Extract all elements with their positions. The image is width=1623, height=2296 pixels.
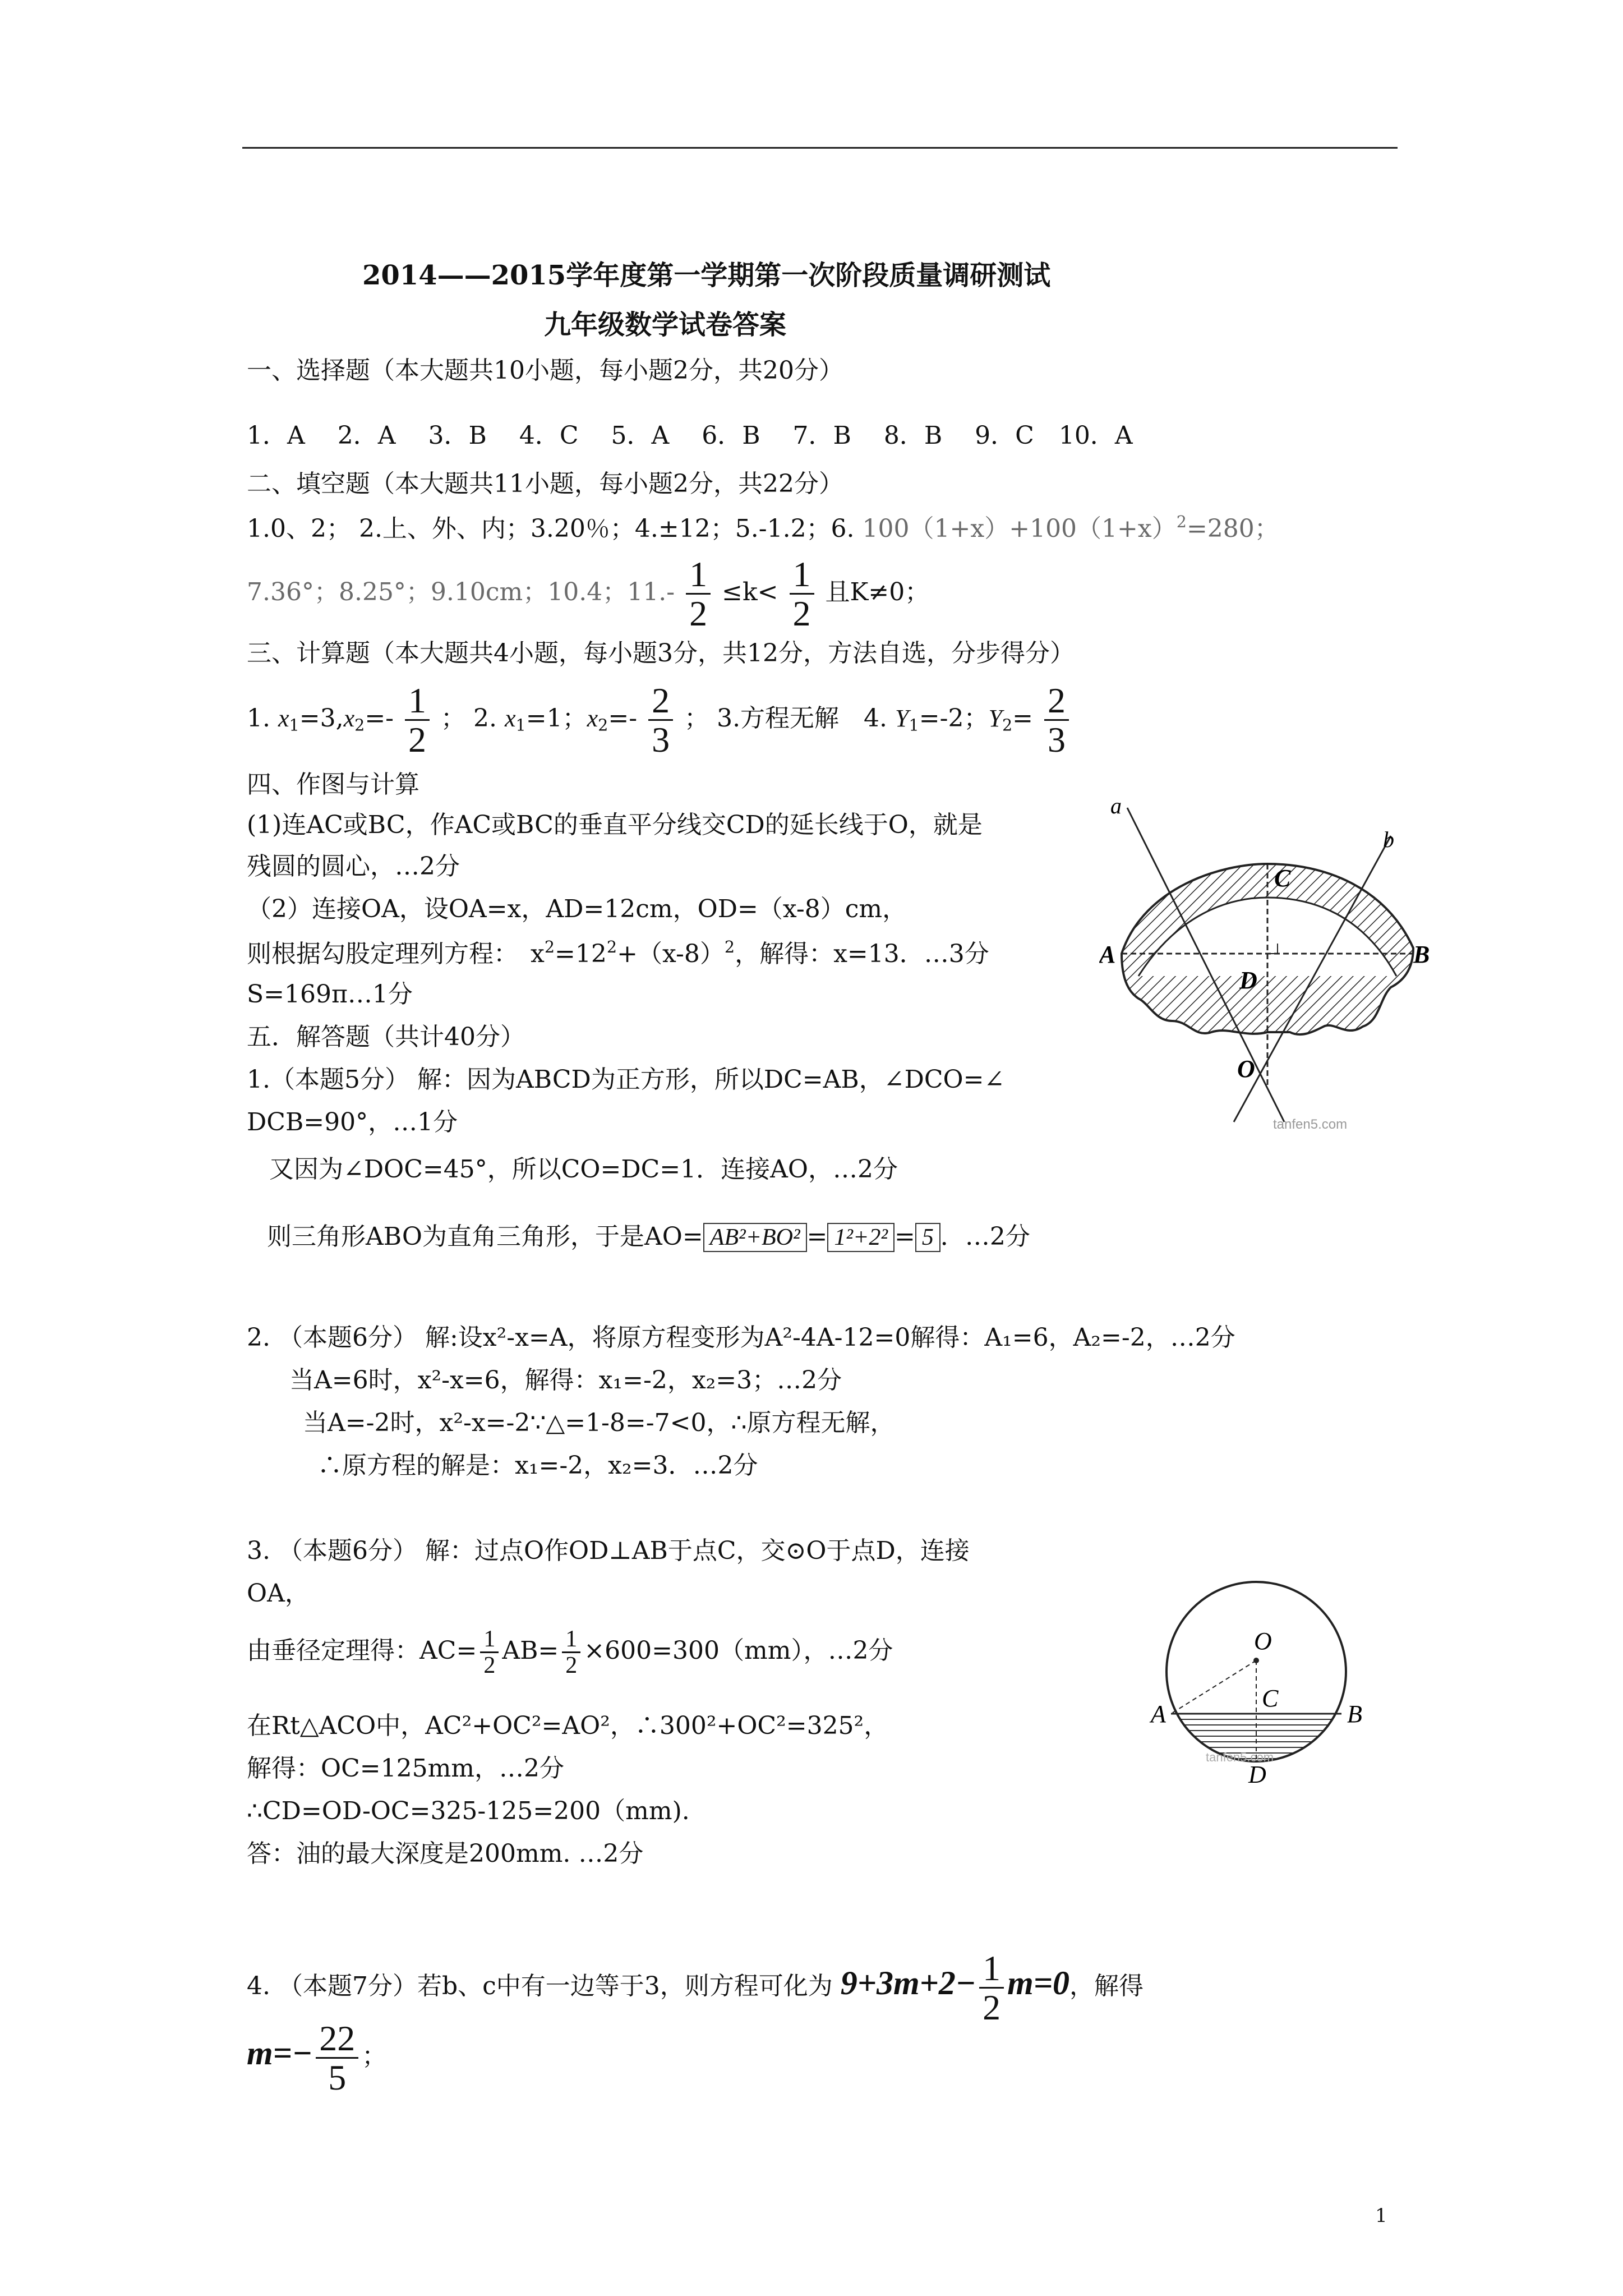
sqrt-expr: AB²+BO² [703, 1223, 807, 1252]
label-C: C [1262, 1685, 1279, 1712]
oil-tank-figure [1144, 1571, 1402, 1784]
q3-line3: 由垂径定理得：AC= $\frac{1}{2}$ AB= $\frac{1}{2}$ ×600=300（mm），…2分 [247, 1626, 893, 1679]
label-B: B [1347, 1700, 1362, 1728]
label-D: D [1248, 1761, 1266, 1784]
section5-heading: 五．解答题（共计40分） [247, 1023, 525, 1051]
section4-line2: 残圆的圆心，…2分 [247, 852, 460, 881]
label-D: D [1239, 967, 1257, 994]
label-c: C [1274, 864, 1291, 892]
section4-heading: 四、作图与计算 [247, 770, 419, 799]
q2-line2: 当A=6时，x²-x=6，解得：x₁=-2，x₂=3；…2分 [289, 1366, 842, 1395]
page-number: 1 [1375, 2205, 1387, 2227]
inequality-end: 且K≠0； [825, 578, 930, 607]
label-a: a [1110, 793, 1122, 818]
section3-answers: 1. $x_1=3,x_2=-$ $\frac{1}{2}$ ； 2. $x_1=1$；$x_2=-$ $\frac{2}{3}$ ； 3.方程无解 4. $Y_1=-2$；$Y_2=$ $\frac{2}{3}$ [247, 682, 1072, 758]
section4-line4: 则根据勾股定理列方程： $x^2=12^2+(x-8)^2$，解得：x=13．…3分 [247, 937, 989, 969]
label-b: b [1383, 827, 1394, 852]
q1-line2: DCB=90°，…1分 [247, 1108, 458, 1137]
q4-line2: m=− $\frac{22}{5}$ ； [247, 2018, 387, 2098]
q1-line1: 1.（本题5分） 解：因为ABCD为正方形，所以DC=AB，∠DCO=∠ [247, 1065, 1005, 1094]
q3-line2: OA， [247, 1579, 310, 1608]
section2-line2 [247, 555, 929, 632]
label-A: A [1099, 941, 1116, 968]
q1-line3: 又因为∠DOC=45°，所以CO=DC=1．连接AO，…2分 [269, 1155, 898, 1184]
section2-line1 [247, 513, 1279, 544]
fraction-half: $\frac{1}{2}$ [562, 1627, 580, 1678]
q3-line6: ∴CD=OD-OC=325-125=200（mm). [247, 1797, 690, 1825]
center-point [1253, 1658, 1259, 1663]
section4-line3: （2）连接OA，设OA=x，AD=12cm，OD=（x-8）cm， [247, 895, 907, 923]
fill-answer-6-end: =280； [1186, 514, 1279, 544]
q4-line1: 4. （本题7分）若b、c中有一边等于3，则方程可化为 9+3m+2− $\frac{1}{2}$ m=0，解得 [247, 1948, 1144, 2028]
fraction-half: $\frac{1}{2}$ [790, 555, 814, 632]
fill-answers-1: 1.0、2； 2.上、外、内；3.20％；4.±12；5.-1.2；6. [247, 514, 855, 544]
exponent: 2 [1176, 512, 1187, 531]
section2-heading: 二、填空题（本大题共11小题，每小题2分，共22分） [247, 470, 843, 498]
section4-line5: S=169π…1分 [247, 980, 413, 1009]
fraction-half: $\frac{1}{2}$ [405, 682, 430, 758]
q3-line1: 3. （本题6分） 解：过点O作OD⊥AB于点C，交⊙O于点D，连接 [247, 1536, 970, 1565]
header-rule [242, 147, 1398, 149]
fraction-half: $\frac{1}{2}$ [480, 1627, 499, 1678]
label-O: O [1254, 1627, 1272, 1655]
exam-title: 2014——2015学年度第一学期第一次阶段质量调研测试 [362, 260, 1051, 291]
fraction-two-thirds: $\frac{2}{3}$ [1044, 682, 1069, 758]
fill-answers-7-11: 7.36°；8.25°；9.10cm；10.4；11.- [247, 578, 675, 607]
section4-line1: (1)连AC或BC，作AC或BC的垂直平分线交CD的延长线于O，就是 [247, 811, 983, 839]
label-B: B [1413, 941, 1430, 968]
label-A: A [1151, 1700, 1166, 1728]
radius-oa [1171, 1660, 1256, 1714]
watermark: tanfen5.com [1273, 1117, 1348, 1132]
inequality-mid: ≤k< [722, 578, 778, 607]
broken-circle-figure [1099, 785, 1436, 1133]
q2-line4: ∴原方程的解是：x₁=-2，x₂=3．…2分 [317, 1451, 758, 1480]
sqrt-expr: 1²+2² [827, 1223, 895, 1252]
fraction-half: $\frac{1}{2}$ [686, 555, 711, 632]
fraction-22-5: $\frac{22}{5}$ [316, 2019, 358, 2096]
q3-line4: 在Rt△ACO中，AC²+OC²=AO²，∴300²+OC²=325²， [247, 1711, 889, 1740]
q1-line4: 则三角形ABO为直角三角形，于是AO= AB²+BO² = 1²+2² = 5 ．…2分 [267, 1223, 1030, 1252]
watermark: tanfen5.com [1206, 1750, 1274, 1764]
q3-line5: 解得：OC=125mm，…2分 [247, 1754, 565, 1783]
label-O: O [1237, 1055, 1255, 1083]
section3-heading: 三、计算题（本大题共4小题，每小题3分，共12分，方法自选，分步得分） [247, 639, 1075, 668]
fill-answer-6: 100（1+x）+100（1+x） [862, 514, 1177, 544]
exam-subtitle: 九年级数学试卷答案 [544, 309, 787, 341]
section1-heading: 一、选择题（本大题共10小题，每小题2分，共20分） [247, 356, 843, 385]
fraction-two-thirds: $\frac{2}{3}$ [648, 682, 673, 758]
q3-line7: 答：油的最大深度是200mm. …2分 [247, 1839, 644, 1868]
section1-answers: 1．A 2．A 3．B 4．C 5．A 6．B 7．B 8．B 9．C 10．A [247, 421, 1133, 450]
fraction-half: $\frac{1}{2}$ [979, 1949, 1004, 2026]
q2-line1: 2. （本题6分） 解:设x²-x=A，将原方程变形为A²-4A-12=0解得：A₁=6，A₂=-2，…2分 [247, 1323, 1235, 1352]
q2-line3: 当A=-2时，x²-x=-2∵△=1-8=-7<0，∴原方程无解， [303, 1409, 895, 1437]
sqrt-expr: 5 [915, 1223, 940, 1252]
